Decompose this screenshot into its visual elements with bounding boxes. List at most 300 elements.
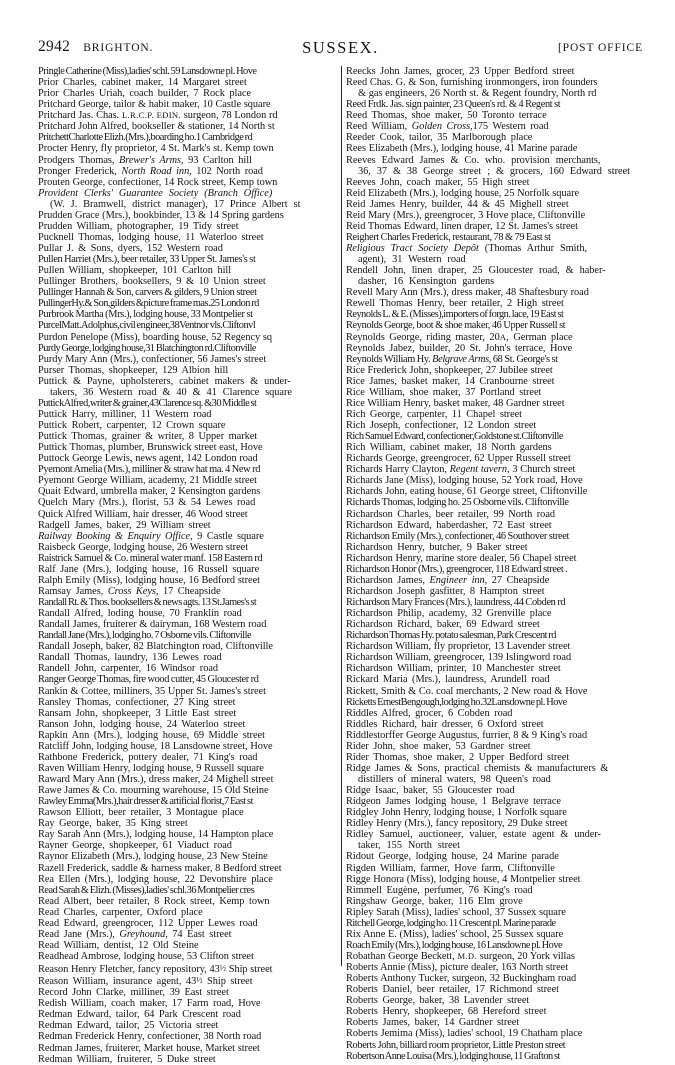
directory-entry xyxy=(38,608,337,619)
entry-text: Richardson Henry, butcher, 9 Baker street xyxy=(346,541,528,553)
directory-entry xyxy=(346,376,645,387)
directory-entry xyxy=(346,785,645,796)
entry-text: Rider John, shoe maker, 53 Gardner street xyxy=(346,740,531,752)
directory-entry xyxy=(346,719,645,730)
entry-text: Richards George, greengrocer, 62 Upper Russell street xyxy=(346,453,571,465)
entry-text: Purdon Penelope (Miss), boarding house, 52 Regency sq xyxy=(38,331,272,343)
entry-text: Ridley Samuel, auctioneer, valuer, estate agent & under- xyxy=(346,829,601,841)
entry-text: Redish William, coach maker, 17 Farm road, Hove xyxy=(38,998,261,1010)
entry-text: Purbrook Martha (Mrs.), lodging house, 33 Montpelier st xyxy=(38,309,253,321)
entry-text: Reynolds William Hy. Belgrave Arms, 68 St. George's st xyxy=(346,353,558,365)
entry-text: Ransley Thomas, confectioner, 27 King street xyxy=(38,696,236,708)
directory-entry xyxy=(346,619,645,630)
entry-text: Reason Henry Fletcher, fancy repository, 43½ Ship street xyxy=(38,963,273,975)
entry-text: Prodgers Thomas, Brewer's Arms, 93 Carlton hill xyxy=(38,154,252,166)
entry-text: Randall Rt. & Thos. booksellers & news agts. 13 St.James's st xyxy=(38,597,257,608)
directory-entry xyxy=(38,564,337,575)
directory-entry xyxy=(38,553,337,564)
entry-text: PritchettCharlotte Elizh.(Mrs.),boarding ho.1 Cambridge rd xyxy=(38,132,253,144)
entry-text: Prior Charles, cabinet maker, 14 Margaret street xyxy=(38,77,247,89)
directory-entry xyxy=(346,741,645,752)
directory-entry xyxy=(346,199,645,210)
entry-text: Richardson Thomas Hy. potato salesman, Park Crescent rd xyxy=(346,630,556,642)
entry-text: Ramsay James, Cross Keys, 17 Cheapside xyxy=(38,585,221,597)
directory-entry xyxy=(346,409,645,420)
entry-text: Pritchard Jas. Chas. L.R.C.P. EDIN. surgeon, 78 London rd xyxy=(38,110,278,122)
entry-text: Roberts John, billiard room proprietor, Little Preston street xyxy=(346,1039,566,1051)
entry-text: Ray Sarah Ann (Mrs.), lodging house, 14 Hampton place xyxy=(38,829,274,841)
directory-entry xyxy=(38,287,337,298)
directory-entry xyxy=(38,475,337,486)
directory-entry xyxy=(38,730,337,741)
directory-entry xyxy=(38,674,337,685)
entry-text: Rich Samuel Edward, confectioner,Goldstone st.Cliftonville xyxy=(346,431,564,443)
directory-entry xyxy=(346,531,645,542)
directory-entry xyxy=(38,840,337,851)
directory-entry xyxy=(38,531,337,542)
directory-entry xyxy=(38,232,337,243)
entry-text: Richards Thomas, lodging ho. 25 Osborne vils. Cliftonville xyxy=(346,497,569,509)
entry-text: Rickett, Smith & Co. coal merchants, 2 New road & Hove xyxy=(346,685,588,697)
directory-entry xyxy=(38,1009,337,1020)
directory-entry xyxy=(346,520,645,531)
directory-entry xyxy=(346,553,645,564)
directory-entry xyxy=(38,597,337,608)
directory-entry xyxy=(38,796,337,807)
directory-entry xyxy=(346,641,645,652)
entry-text: Reid Thomas Edward, linen draper, 12 St. James's street xyxy=(346,220,578,232)
entry-text: Purdy George, lodging house,31 Blatchington rd.Cliftonville xyxy=(38,342,256,354)
directory-entry xyxy=(38,940,337,951)
directory-entry xyxy=(346,995,645,1006)
directory-entry xyxy=(346,210,645,221)
directory-entry xyxy=(38,752,337,763)
entry-text: Rawe James & Co. mourning warehouse, 15 Old Steine xyxy=(38,785,269,797)
entry-text: Rickard Maria (Mrs.), laundress, Arundell road xyxy=(346,674,550,686)
entry-text: Robathan George Beckett, M.D. surgeon, 20 York villas xyxy=(346,951,575,962)
directory-entry xyxy=(346,929,645,940)
entry-text: Randell John, carpenter, 16 Windsor road xyxy=(38,663,219,675)
entry-text: Rayner George, shopkeeper, 61 Viaduct road xyxy=(38,840,232,852)
entry-text: Rider Thomas, shoe maker, 2 Upper Bedford street xyxy=(346,751,570,763)
entry-text: Ransam John, shopkeeper, 3 Little East street xyxy=(38,707,237,719)
entry-text: Reed Frdk. Jas. sign painter, 23 Queen's rd. & 4 Regent st xyxy=(346,99,561,111)
directory-entry xyxy=(38,188,337,210)
directory-entry xyxy=(38,132,337,143)
directory-entry xyxy=(38,1031,337,1042)
directory-entry xyxy=(38,708,337,719)
directory-entry xyxy=(346,320,645,331)
directory-entry xyxy=(346,697,645,708)
directory-entry xyxy=(38,99,337,110)
entry-text: Richardson Mary Frances (Mrs.), laundress, 44 Cobden rd xyxy=(346,597,566,608)
directory-entry xyxy=(38,343,337,354)
entry-text: Record John Clarke, milliner, 39 East street xyxy=(38,987,229,999)
entry-text: Pucknell Thomas, lodging house, 11 Waterloo street xyxy=(38,231,264,243)
directory-entry xyxy=(346,332,645,343)
entry-text: Richardson Henry, marine store dealer, 56 Chapel street xyxy=(346,552,577,564)
entry-text: Rawley Emma(Mrs.),hair dresser & artificial florist,7 East st xyxy=(38,796,253,808)
directory-entry xyxy=(346,542,645,553)
directory-entry xyxy=(346,298,645,309)
entry-text: Ridge James & Sons, practical chemists & manufacturers & xyxy=(346,762,609,774)
entry-text: Read Charles, carpenter, Oxford place xyxy=(38,906,203,918)
entry-continuation: distillers of mineral waters, 98 Queen's road xyxy=(358,774,551,785)
directory-entry xyxy=(346,686,645,697)
entry-text: Pronger Frederick, North Road inn, 102 North road xyxy=(38,165,263,177)
entry-text: Pringle Catherine (Miss),ladies' schl. 59 Lansdowne pl. Hove xyxy=(38,66,257,77)
entry-text: Read Edward, greengrocer, 112 Upper Lewes road xyxy=(38,917,258,929)
entry-text: Reed William, Golden Cross,175 Western road xyxy=(346,121,549,133)
entry-text: Richardson William, greengrocer, 139 Islingword road xyxy=(346,652,572,664)
entry-text: Roberts Jemima (Miss), ladies' school, 19 Chatham place xyxy=(346,1028,583,1040)
directory-entry xyxy=(346,486,645,497)
directory-entry xyxy=(346,851,645,862)
entry-text: Railway Booking & Enquiry Office, 9 Castle square xyxy=(38,530,264,542)
directory-entry xyxy=(346,1028,645,1039)
entry-text: Pullinger Hannah & Son, carvers & gilders, 9 Union street xyxy=(38,287,257,299)
directory-entry xyxy=(346,155,645,177)
entry-text: Riddles Alfred, grocer, 6 Cobden road xyxy=(346,707,513,719)
directory-entry xyxy=(346,177,645,188)
directory-entry xyxy=(346,763,645,785)
entry-text: Puttock George Lewis, news agent, 142 London road xyxy=(38,453,258,465)
directory-entry xyxy=(346,730,645,741)
entry-text: Prudden Grace (Mrs.), bookbinder, 13 & 14 Spring gardens xyxy=(38,209,284,221)
directory-entry xyxy=(38,874,337,885)
entry-text: Reynolds George, riding master, 20A, German place xyxy=(346,331,573,343)
directory-entry xyxy=(346,343,645,354)
entry-text: Quick Alfred William, hair dresser, 46 Wood street xyxy=(38,508,248,520)
directory-entry xyxy=(346,77,645,99)
entry-text: Richardson Richard, baker, 69 Edward street xyxy=(346,619,540,631)
entry-text: Pullinger Brothers, booksellers, 9 & 10 Union street xyxy=(38,276,266,288)
directory-entry xyxy=(38,298,337,309)
entry-text: Puttick & Payne, upholsterers, cabinet makers & under- xyxy=(38,375,291,387)
directory-entry xyxy=(38,1054,337,1065)
directory-entry xyxy=(38,863,337,874)
directory-entry xyxy=(346,597,645,608)
entry-text: Reid Elizabeth (Mrs.), lodging house, 25 Norfolk square xyxy=(346,187,580,199)
directory-entry xyxy=(38,851,337,862)
entry-text: Rathbone Frederick, pottery dealer, 71 King's road xyxy=(38,751,258,763)
directory-entry xyxy=(38,243,337,254)
directory-entry xyxy=(38,177,337,188)
entry-text: Read Sarah & Elizh. (Misses),ladies' schl.36 Montpelier cres xyxy=(38,884,255,896)
directory-entry xyxy=(346,221,645,232)
entry-text: Puttick Robert, carpenter, 12 Crown square xyxy=(38,420,226,431)
entry-continuation: 36, 37 & 38 George street ; & grocers, 160 Edward street xyxy=(358,165,630,177)
right-column xyxy=(346,66,645,1062)
entry-text: Ridge Isaac, baker, 55 Gloucester road xyxy=(346,785,515,797)
entry-text: Ranger George Thomas, fire wood cutter, 45 Gloucester rd xyxy=(38,674,259,686)
directory-entry xyxy=(38,630,337,641)
entry-text: Puttick Harry, milliner, 11 Western road xyxy=(38,408,212,420)
directory-entry xyxy=(38,77,337,88)
directory-entry xyxy=(38,975,337,988)
directory-entry xyxy=(346,752,645,763)
directory-entry xyxy=(346,674,645,685)
directory-entry xyxy=(346,232,645,243)
directory-entry xyxy=(346,874,645,885)
directory-entry xyxy=(346,420,645,431)
directory-entry xyxy=(346,287,645,298)
entry-text: Rich George, carpenter, 11 Chapel street xyxy=(346,408,523,420)
directory-entry xyxy=(346,110,645,121)
directory-entry xyxy=(38,885,337,896)
directory-entry xyxy=(346,1051,645,1062)
directory-entry xyxy=(346,354,645,365)
town-name: BRIGHTON. xyxy=(83,42,154,54)
entry-text: Raynor Elizabeth (Mrs.), lodging house, 23 New Steine xyxy=(38,851,268,863)
entry-text: PullingerHy.& Son,gilders &picture frame mas.25 London rd xyxy=(38,298,259,310)
entry-text: Rawson Elliott, beer retailer, 3 Montague place xyxy=(38,807,244,819)
entry-continuation: & gas engineers, 26 North st. & Regent foundry, North rd xyxy=(358,88,597,100)
directory-entry xyxy=(38,221,337,232)
directory-entry xyxy=(346,796,645,807)
entry-text: Reecks John James, grocer, 23 Upper Bedford street xyxy=(346,66,575,77)
directory-entry xyxy=(346,973,645,984)
entry-text: Pullar J. & Sons, dyers, 152 Western road xyxy=(38,243,223,254)
entry-text: Ripley Sarah (Miss), ladies' school, 37 Sussex square xyxy=(346,906,566,918)
entry-text: Ridgeon James lodging house, 1 Belgrave terrace xyxy=(346,796,561,808)
entry-text: Pritchard George, tailor & habit maker, 10 Castle square xyxy=(38,99,271,111)
entry-text: Prudden William, photographer, 19 Tidy street xyxy=(38,220,239,232)
entry-text: Pyemont George William, academy, 21 Middle street xyxy=(38,475,257,487)
entry-text: Redman Edward, tailor, 25 Victoria street xyxy=(38,1020,219,1032)
directory-entry xyxy=(38,276,337,287)
directory-entry xyxy=(38,509,337,520)
entry-text: Roach Emily (Mrs.), lodging house, 16 Lansdowne pl. Hove xyxy=(346,939,563,951)
entry-text: Rees Elizabeth (Mrs.), lodging house, 41 Marine parade xyxy=(346,143,578,155)
entry-text: Ringshaw George, baker, 116 Elm grove xyxy=(346,895,523,907)
entry-text: Razell Frederick, saddle & harness maker, 8 Bedford street xyxy=(38,862,282,874)
directory-entry xyxy=(38,586,337,597)
entry-text: Roberts Daniel, beer retailer, 17 Richmond street xyxy=(346,984,559,996)
entry-text: Richards Harry Clayton, Regent tavern, 3 Church street xyxy=(346,464,576,476)
directory-entry xyxy=(38,265,337,276)
directory-entry xyxy=(38,442,337,453)
entry-text: Randall Thomas, laundry, 136 Lewes road xyxy=(38,652,222,664)
directory-entry xyxy=(346,885,645,896)
entry-text: Roberts Anthony Tucker, surgeon, 32 Buckingham road xyxy=(346,973,577,985)
directory-entry xyxy=(346,962,645,973)
entry-text: Pullen William, shopkeeper, 101 Carlton hill xyxy=(38,265,232,277)
entry-text: Pullen Harriet (Mrs.), beer retailer, 33 Upper St. James's st xyxy=(38,254,256,266)
entry-text: Religious Tract Society Depôt (Thomas Arthur Smith, xyxy=(346,243,588,254)
county-name: SUSSEX. xyxy=(302,38,379,57)
entry-text: Roberts George, baker, 38 Lavender street xyxy=(346,995,530,1007)
directory-entry xyxy=(38,486,337,497)
directory-entry xyxy=(346,66,645,77)
directory-entry xyxy=(346,365,645,376)
directory-entry xyxy=(38,497,337,508)
directory-entry xyxy=(346,586,645,597)
directory-entry xyxy=(38,818,337,829)
entry-text: Rewell Thomas Henry, beer retailer, 2 High street xyxy=(346,298,564,310)
entry-text: Purser Thomas, shopkeeper, 129 Albion hill xyxy=(38,364,229,376)
entry-continuation: agent), 31 Western road xyxy=(358,254,466,266)
directory-entry xyxy=(346,121,645,132)
entry-text: Rankin & Cottee, milliners, 35 Upper St. James's street xyxy=(38,685,266,697)
entry-text: Reeder Cook, tailor, 35 Marlborough place xyxy=(346,132,533,144)
directory-entry xyxy=(346,564,645,575)
entry-text: Randall Joseph, baker, 82 Blatchington road, Cliftonville xyxy=(38,641,273,653)
directory-entry xyxy=(38,652,337,663)
entry-text: Quelch Mary (Mrs.), florist, 53 & 54 Lewes road xyxy=(38,497,256,509)
directory-entry xyxy=(38,66,337,77)
entry-text: PurcelMatt.Adolphus,civil engineer,38Ventnor vls.Cliftonvl xyxy=(38,320,256,332)
entry-text: Puttick Thomas, grainer & writer, 8 Upper market xyxy=(38,431,258,443)
directory-entry xyxy=(346,143,645,154)
directory-entry xyxy=(38,1020,337,1031)
entry-text: Randall Jane (Mrs.), lodging ho. 7 Osborne vils. Cliftonville xyxy=(38,630,252,642)
directory-entry xyxy=(346,398,645,409)
directory-entry xyxy=(346,630,645,641)
directory-entry xyxy=(346,442,645,453)
entry-text: Ray George, baker, 35 King street xyxy=(38,818,188,830)
directory-entry xyxy=(38,741,337,752)
directory-entry xyxy=(346,1006,645,1017)
directory-entry xyxy=(38,763,337,774)
directory-entry xyxy=(38,641,337,652)
directory-entry xyxy=(346,453,645,464)
directory-entry xyxy=(346,896,645,907)
entry-text: Rigge Honora (Miss), lodging house, 4 Montpelier street xyxy=(346,873,581,885)
entry-text: Richards Jane (Miss), lodging house, 52 York road, Hove xyxy=(346,475,583,487)
entry-text: Revell Mary Ann (Mrs.), dress maker, 48 Shaftesbury road xyxy=(346,287,589,299)
directory-entry xyxy=(346,940,645,951)
directory-entry xyxy=(38,121,337,132)
entry-text: Redman Frederick Henry, confectioner, 38 North road xyxy=(38,1031,262,1043)
entry-continuation: takers, 36 Western road & 40 & 41 Clarence square xyxy=(50,386,292,398)
running-head xyxy=(38,38,643,60)
entry-text: Randall Alfred, loding house, 70 Franklin road xyxy=(38,608,242,620)
entry-text: Rice Frederick John, shopkeeper, 27 Jubilee street xyxy=(346,364,553,376)
directory-entry xyxy=(38,320,337,331)
directory-entry xyxy=(346,907,645,918)
directory-entry xyxy=(38,254,337,265)
directory-entry xyxy=(38,520,337,531)
entry-text: Ratcliff John, lodging house, 18 Lansdowne street, Hove xyxy=(38,740,273,752)
entry-text: Redman William, fruiterer, 5 Duke street xyxy=(38,1053,216,1065)
entry-text: Reid Mary (Mrs.), greengrocer, 3 Hove place, Cliftonville xyxy=(346,209,586,221)
entry-text: Ralf Jane (Mrs.), lodging house, 16 Russell square xyxy=(38,563,260,575)
entry-text: Reason William, insurance agent, 43½ Ship street xyxy=(38,975,253,988)
entry-text: Redman Edward, tailor, 64 Park Crescent road xyxy=(38,1009,241,1021)
directory-entry xyxy=(38,686,337,697)
entry-continuation: (W. J. Bramwell, district manager), 17 Prince Albert st xyxy=(50,198,301,210)
section-note: [POST OFFICE xyxy=(557,42,643,54)
entry-text: Roberts Henry, shopkeeper, 68 Hereford street xyxy=(346,1006,547,1018)
directory-entry xyxy=(346,863,645,874)
directory-entry xyxy=(346,188,645,199)
directory-entry xyxy=(38,663,337,674)
entry-text: Riddlestorffer George Augustus, furrier, 8 & 9 King's road xyxy=(346,729,588,741)
directory-entry xyxy=(38,110,337,121)
entry-text: Radgell James, baker, 29 William street xyxy=(38,519,211,531)
directory-entry xyxy=(38,998,337,1009)
entry-text: Richardson Philip, academy, 32 Grenville place xyxy=(346,608,552,620)
directory-entry xyxy=(38,575,337,586)
entry-text: Readhead Ambrose, lodging house, 53 Clifton street xyxy=(38,951,254,962)
directory-entry xyxy=(38,542,337,553)
directory-entry xyxy=(346,464,645,475)
entry-text: Read Albert, beer retailer, 8 Rock street, Kemp town xyxy=(38,895,270,907)
directory-entry xyxy=(38,918,337,929)
entry-text: Ricketts ErnestBengough,lodging ho.32Lansdowne pl. Hove xyxy=(346,696,567,708)
directory-entry xyxy=(38,697,337,708)
entry-text: Procter Henry, fly proprietor, 4 St. Mark's st. Kemp town xyxy=(38,143,274,155)
directory-entry xyxy=(346,984,645,995)
entry-text: Reynolds Jabez, builder, 20 St. John's terrace, Hove xyxy=(346,342,573,354)
directory-entry xyxy=(38,829,337,840)
directory-entry xyxy=(38,962,337,975)
entry-text: Roberts James, baker, 14 Gardner street xyxy=(346,1017,520,1029)
directory-entry xyxy=(38,88,337,99)
directory-entry xyxy=(346,265,645,287)
entry-text: Rix Anne E. (Miss), ladies' school, 25 Sussex square xyxy=(346,928,564,940)
entry-continuation: dasher, 16 Kensington gardens xyxy=(358,276,495,288)
entry-text: Raistrick Samuel & Co. mineral water manf. 158 Eastern rd xyxy=(38,552,263,564)
directory-entry xyxy=(38,896,337,907)
entry-text: Richardson Emily (Mrs.), confectioner, 46 Southover street xyxy=(346,530,570,542)
directory-entry xyxy=(346,708,645,719)
entry-text: Prouten George, confectioner, 14 Rock street, Kemp town xyxy=(38,176,278,188)
directory-entry xyxy=(346,497,645,508)
directory-entry xyxy=(346,829,645,851)
entry-text: Ranson John, lodging house, 24 Waterloo street xyxy=(38,718,246,730)
directory-entry xyxy=(346,387,645,398)
directory-entry xyxy=(346,652,645,663)
entry-text: Ridout George, lodging house, 24 Marine parade xyxy=(346,851,559,863)
directory-entry xyxy=(346,818,645,829)
directory-entry xyxy=(38,719,337,730)
entry-text: Richardson William, fly proprietor, 13 Lavender street xyxy=(346,641,571,653)
directory-entry xyxy=(38,155,337,166)
entry-text: Richards John, eating house, 61 George street, Cliftonville xyxy=(346,486,588,498)
directory-entry xyxy=(38,420,337,431)
directory-entry xyxy=(38,409,337,420)
entry-text: Provident Clerks' Guarantee Society (Branch Office) xyxy=(38,187,273,199)
entry-text: Redman James, fruiterer, Market house, Market street xyxy=(38,1042,260,1054)
page-folio: 2942 xyxy=(38,38,71,55)
entry-text: Rice James, basket maker, 14 Cranbourne street xyxy=(346,375,555,387)
directory-entry xyxy=(346,951,645,962)
directory-entry xyxy=(38,774,337,785)
entry-text: Reeves Edward James & Co. who. provision merchants, xyxy=(346,154,601,166)
entry-text: Quait Edward, umbrella maker, 2 Kensington gardens xyxy=(38,486,261,498)
directory-entry xyxy=(38,807,337,818)
directory-entry xyxy=(346,663,645,674)
entry-text: Rice William, shoe maker, 37 Portland street xyxy=(346,386,542,398)
directory-entry xyxy=(38,987,337,998)
directory-entry xyxy=(346,475,645,486)
entry-text: Rea Ellen (Mrs.), lodging house, 22 Devonshire place xyxy=(38,873,273,885)
directory-entry xyxy=(38,1043,337,1054)
column-divider xyxy=(341,66,342,966)
entry-continuation: taker, 155 North street xyxy=(358,840,460,852)
entry-text: Rendell John, linen draper, 25 Gloucester road, & haber- xyxy=(346,265,606,277)
entry-text: Reeves John, coach maker, 55 High street xyxy=(346,176,530,188)
entry-text: Roberts Annie (Miss), picture dealer, 163 North street xyxy=(346,962,569,974)
entry-text: Rigden William, farmer, Hove farm, Cliftonville xyxy=(346,862,555,874)
entry-text: Richardson James, Engineer inn, 27 Cheapside xyxy=(346,574,550,586)
directory-entry xyxy=(38,907,337,918)
entry-text: Rice William Henry, basket maker, 48 Gardner street xyxy=(346,397,565,409)
left-column xyxy=(38,66,337,1065)
directory-entry xyxy=(346,575,645,586)
